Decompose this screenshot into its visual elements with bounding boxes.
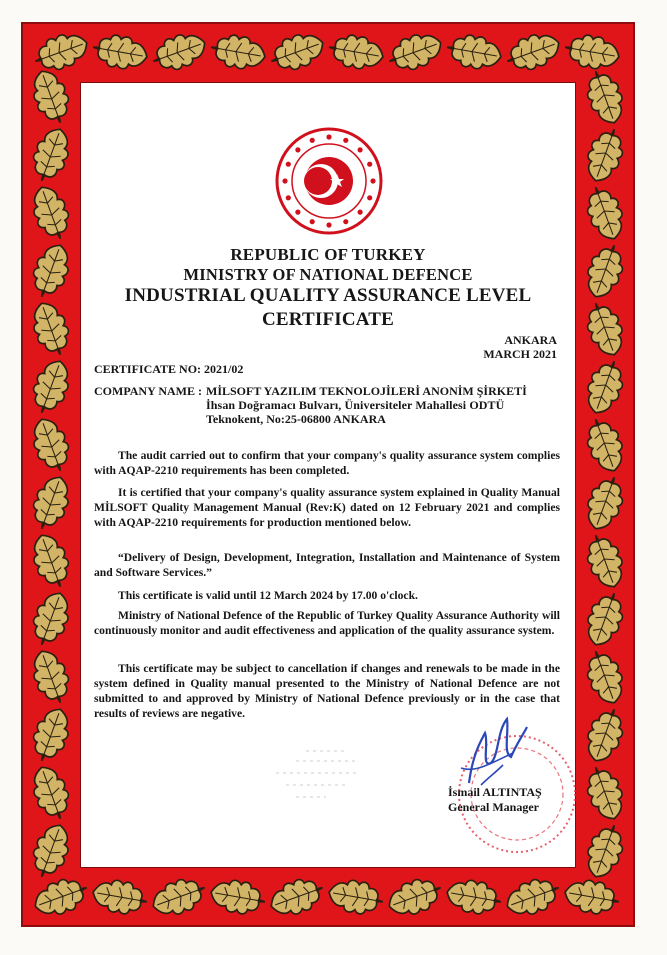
emblem-star-icon: [367, 162, 372, 167]
oak-leaf-icon: [581, 762, 630, 824]
header-certificate: CERTIFICATE: [261, 309, 395, 330]
oak-leaf-icon: [148, 873, 210, 922]
oak-leaf-icon: [384, 28, 446, 77]
oak-leaf-icon: [444, 877, 503, 918]
oak-leaf-icon: [581, 588, 630, 650]
oak-leaf-icon: [30, 28, 92, 77]
oak-leaf-icon: [581, 66, 630, 128]
oak-leaf-icon: [326, 32, 385, 73]
faint-stamp-impression: [236, 743, 406, 813]
paragraph-scope-text: “Delivery of Design, Development, Integration, Installation and Maintenance of System and Software Services.”: [94, 551, 560, 579]
oak-leaf-icon: [27, 646, 76, 708]
oak-leaf-icon: [581, 414, 630, 476]
emblem-star-icon: [343, 219, 348, 224]
paragraph-cancellation-text: This certificate may be subject to cancellation if changes and renewals to be made in the system defined in Quality manual presented to the Ministry of National Defence are not submitted to and approved by Ministry of National Defence previously or in the case that results of reviews are negative.: [94, 662, 560, 720]
paragraph-certified: [94, 485, 560, 530]
place-date: MARCH 2021: [483, 347, 557, 361]
oak-leaf-icon: [27, 530, 76, 592]
paragraph-validity-text: This certificate is valid until 12 March 2024 by 17.00 o'clock.: [118, 589, 418, 602]
oak-leaf-icon: [581, 182, 630, 244]
oak-leaf-icon: [266, 873, 328, 922]
oak-leaf-icon: [90, 877, 149, 918]
oak-leaf-icon: [208, 877, 267, 918]
oak-leaf-icon: [27, 472, 76, 534]
emblem-star-icon: [358, 210, 363, 215]
oak-leaf-icon: [581, 298, 630, 360]
emblem-star-icon: [326, 222, 331, 227]
oak-leaf-icon: [562, 877, 621, 918]
oak-leaf-icon: [581, 530, 630, 592]
oak-leaf-icon: [148, 28, 210, 77]
oak-leaf-icon: [27, 66, 76, 128]
oak-leaf-icon: [581, 472, 630, 534]
oak-leaf-icon: [27, 124, 76, 186]
paragraph-cancellation: [94, 661, 560, 721]
paragraph-validity: [94, 588, 560, 603]
oak-leaf-icon: [27, 820, 76, 882]
emblem-star-icon: [310, 138, 315, 143]
oak-leaf-icon: [266, 28, 328, 77]
emblem-star-icon: [367, 195, 372, 200]
oak-leaf-icon: [562, 32, 621, 73]
oak-leaf-icon: [208, 32, 267, 73]
emblem-star-icon: [326, 134, 331, 139]
certificate-number: CERTIFICATE NO: 2021/02: [94, 362, 244, 376]
emblem-star-icon: [358, 147, 363, 152]
paragraph-certified-text: It is certified that your company's quality assurance system explained in Quality Manual MİLSOFT Quality Management Manual (Rev:K) dated on 12 February 2021 and complies with AQAP-2210 requirements for production mentioned below.: [94, 486, 560, 529]
header-republic: REPUBLIC OF TURKEY: [230, 245, 426, 264]
company-address-line1: İhsan Doğramacı Bulvarı, Üniversiteler Mahallesi ODTÜ: [206, 398, 505, 412]
oak-leaf-icon: [27, 182, 76, 244]
oak-leaf-icon: [581, 820, 630, 882]
oak-leaf-icon: [27, 588, 76, 650]
oak-leaf-icon: [581, 356, 630, 418]
emblem-star-icon: [282, 178, 287, 183]
paragraph-audit: [94, 448, 560, 478]
signatory-name: İsmail ALTINTAŞ: [448, 785, 542, 799]
oak-leaf-icon: [581, 646, 630, 708]
paragraph-monitoring: [94, 608, 560, 638]
oak-leaf-icon: [30, 873, 92, 922]
emblem-star-icon: [295, 147, 300, 152]
emblem-star-icon: [286, 195, 291, 200]
oak-leaf-icon: [502, 28, 564, 77]
emblem-star-icon: [343, 138, 348, 143]
oak-leaf-icon: [581, 124, 630, 186]
company-address-line2: Teknokent, No:25-06800 ANKARA: [206, 412, 386, 426]
oak-leaf-icon: [27, 298, 76, 360]
emblem-star-icon: [310, 219, 315, 224]
oak-leaf-icon: [581, 240, 630, 302]
emblem-star-icon: [286, 162, 291, 167]
company-name: MİLSOFT YAZILIM TEKNOLOJİLERİ ANONİM ŞİRKETİ: [206, 384, 527, 398]
certificate-page: [81, 83, 575, 867]
emblem-star-icon: [370, 178, 375, 183]
place-city: ANKARA: [504, 333, 557, 347]
oak-leaf-icon: [581, 704, 630, 766]
paragraph-monitoring-text: Ministry of National Defence of the Republic of Turkey Quality Assurance Authority will continuously monitor and audit effectiveness and application of the quality assurance system.: [94, 609, 560, 637]
oak-leaf-icon: [27, 414, 76, 476]
header-ministry: MINISTRY OF NATIONAL DEFENCE: [183, 265, 473, 284]
oak-leaf-icon: [444, 32, 503, 73]
oak-leaf-icon: [27, 356, 76, 418]
paragraph-scope: [94, 550, 560, 580]
ministry-emblem-icon: [273, 125, 385, 237]
oak-leaf-icon: [27, 240, 76, 302]
oak-leaf-icon: [27, 704, 76, 766]
oak-leaf-icon: [384, 873, 446, 922]
signatory-title: General Manager: [448, 800, 539, 814]
oak-leaf-icon: [27, 762, 76, 824]
header-level: INDUSTRIAL QUALITY ASSURANCE LEVEL: [124, 285, 532, 306]
emblem-star-icon: [295, 210, 300, 215]
company-name-label: COMPANY NAME :: [94, 384, 202, 398]
oak-leaf-icon: [326, 877, 385, 918]
oak-leaf-icon: [502, 873, 564, 922]
oak-leaf-icon: [90, 32, 149, 73]
paragraph-audit-text: The audit carried out to confirm that your company's quality assurance system complies with AQAP-2210 requirements has been completed.: [94, 449, 560, 477]
